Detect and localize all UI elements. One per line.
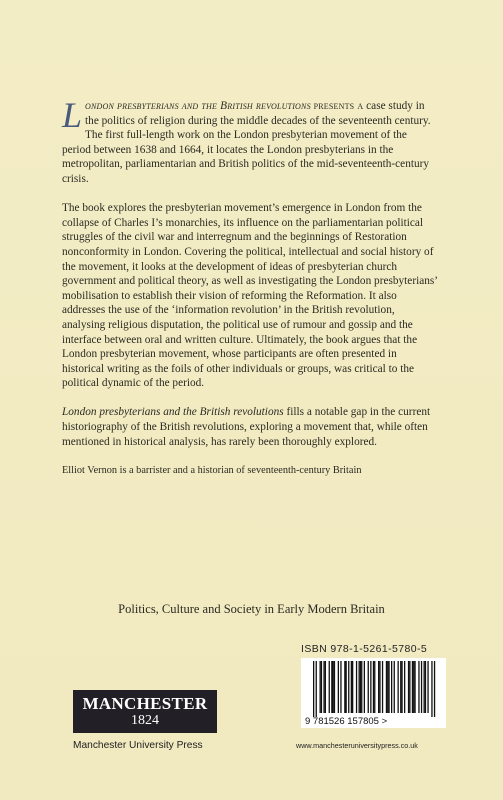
barcode-bar [338,661,339,713]
barcode-graphic [301,658,446,728]
series-title: Politics, Culture and Society in Early Modern Britain [118,602,385,616]
barcode-bar [364,661,365,713]
barcode-bar [320,661,321,713]
blurb-paragraph-2: The book explores the presbyterian movement’s emergence in London from the collapse of Charles I’s monarchies, its influence on the parliamentarian political struggles of the civil war and interregnum and the beginnings of Restoration nonconformity in London. Covering the political, intellectual and social history of the movement, it looks at the development of ideas of presbyterian church government and political theory, as well as investigating the London presbyterians’ mobilisation to establish their vision of reforming the Reformation. It also addresses the use of the ‘information revolution’ in the British revolution, analysing religious disputation, the political use of rumour and gossip and the interface between oral and written culture. Ultimately, the book argues that the London presbyterian movement, whose participants are often presented in historical writing as the foils of other individuals or groups, was critical to the political dynamic of the period. [62,202,438,390]
barcode-bar [313,661,314,717]
barcode-bar [368,661,369,713]
barcode-bar [351,661,352,713]
barcode-bar [421,661,422,713]
barcode-bar [378,661,379,713]
barcode-digits: 9 781526 157805 > [305,716,388,727]
barcode-bar [401,661,402,713]
barcode-bar [391,661,392,713]
book-title: ondon presbyterians and the British revolutions [85,100,311,112]
drop-cap: L [62,95,83,135]
blurb-paragraph-3 [62,405,438,449]
barcode-bar [382,661,383,713]
book-title-italic: London presbyterians and the British revolutions [62,406,284,419]
barcode-bar [404,661,405,713]
barcode-bar [427,661,428,713]
barcode-bar [340,661,341,713]
barcode-bar [424,661,425,713]
blurb-paragraph-3-text: fills a notable gap in the current historiography of the British revolutions, exploring a movement that, while often mentioned in historical analysis, has rarely been thoroughly explored. [62,406,431,448]
author-bio: Elliot Vernon is a barrister and a historian of seventeenth-century Britain [62,464,362,476]
barcode-bar [388,661,389,713]
barcode-bar [400,661,401,713]
barcode-bar [331,661,332,713]
barcode-bar [379,661,380,713]
barcode-bar [431,661,432,717]
barcode-bar [334,661,335,713]
logo-year: 1824 [131,713,159,728]
barcode-bar [333,661,334,713]
barcode-bar [321,661,322,713]
publisher-website: www.manchesteruniversitypress.co.uk [296,741,418,750]
publisher-logo [73,690,217,733]
presents-word: presents a [313,100,364,112]
barcode-bar [323,661,324,713]
barcode-bar [356,661,357,713]
publisher-name: Manchester University Press [73,740,203,751]
barcode-bar [425,661,426,713]
barcode-bar [370,661,371,713]
barcode-bar [414,661,415,713]
isbn-label: ISBN 978-1-5261-5780-5 [301,643,428,655]
barcode-bar [374,661,375,713]
blurb [62,95,438,493]
barcode-bar [387,661,388,713]
blurb-paragraph-1 [62,95,438,187]
barcode-bar [325,661,326,713]
barcode-bar [346,661,347,713]
barcode-bar [348,661,349,713]
barcode-bar [409,661,410,713]
barcode-bar [316,661,317,717]
barcode-bar [434,661,435,717]
barcode-bar [359,661,360,713]
barcode [301,658,446,728]
barcode-bar [412,661,413,713]
barcode-bar [386,661,387,713]
barcode-bar [361,661,362,713]
barcode-bar [408,661,409,713]
barcode-bar [329,661,330,713]
barcode-bar [413,661,414,713]
barcode-bar [373,661,374,713]
barcode-bar [394,661,395,713]
barcode-bar [344,661,345,713]
barcode-bar [360,661,361,713]
logo-name: MANCHESTER [82,694,208,713]
barcode-bar [352,661,353,713]
blurb-paragraph-1-text: case study in the politics of religion during the middle decades of the seventeenth century. The first full-length work on the London presbyterian movement of the period between 1638 and 1664, it locates the London presbyterians in the metropolitan, parliamentarian and British politics of the mid-seventeenth-century crisis. [62,100,431,185]
barcode-bar [418,661,419,713]
barcode-bar [398,661,399,713]
